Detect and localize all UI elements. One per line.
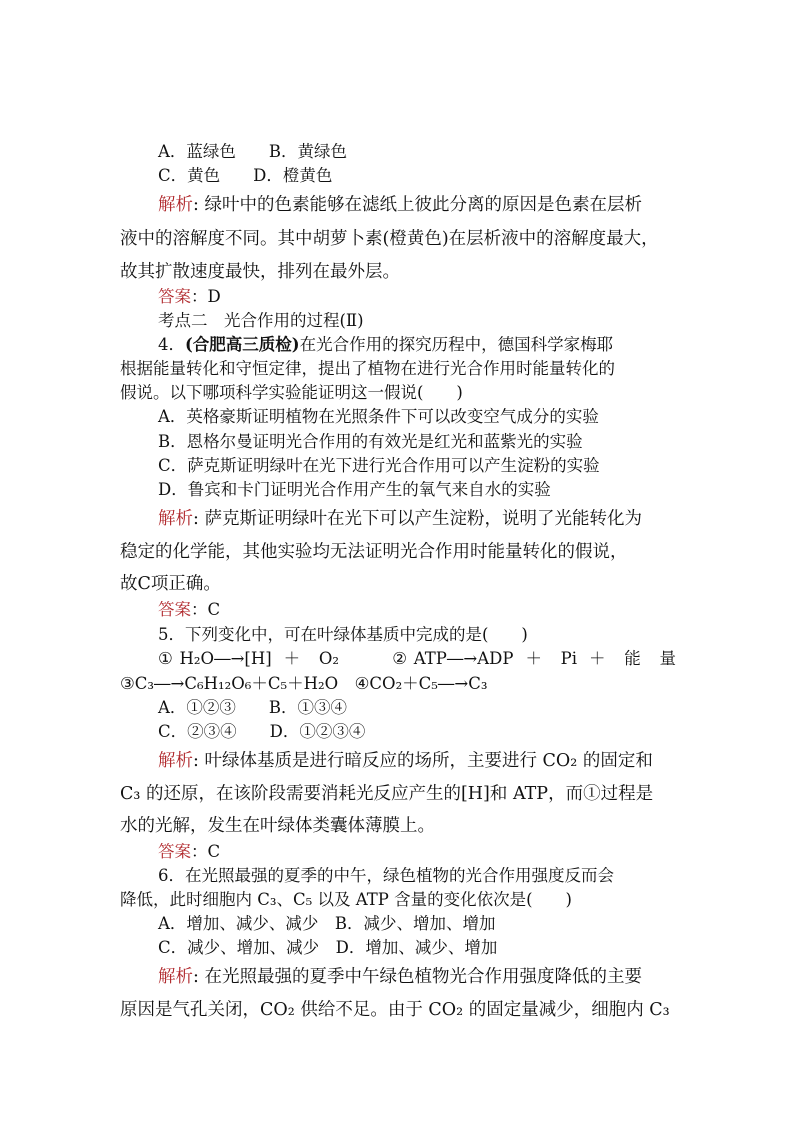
q3-analysis-line-3: 故其扩散速度最快，排列在最外层。 [120, 262, 400, 282]
q4-stem-line-3: 假说。以下哪项科学实验能证明这一假说( ) [120, 383, 463, 402]
q4-answer [158, 599, 220, 621]
q3-options-line-2: C．黄色 D．橙黄色 [158, 166, 333, 185]
answer-label: 答案 [158, 842, 191, 861]
analysis-text: : 叶绿体基质是进行暗反应的场所，主要进行 CO₂ 的固定和 [193, 751, 653, 771]
q3-answer [158, 286, 221, 308]
q4-option-a: A．英格豪斯证明植物在光照条件下可以改变空气成分的实验 [158, 407, 599, 426]
q5-options-line-2: C．②③④ D．①②③④ [158, 722, 366, 741]
answer-text: ：D [191, 287, 221, 306]
answer-label: 答案 [158, 287, 191, 306]
q6-analysis-line-1 [158, 966, 642, 988]
q5-analysis-line-1 [158, 750, 653, 772]
q4-stem-line-1 [158, 334, 613, 356]
answer-label: 答案 [158, 600, 191, 619]
answer-text: ：C [191, 600, 221, 619]
q3-analysis-line-1 [158, 194, 642, 216]
analysis-text: : 在光照最强的夏季中午绿色植物光合作用强度降低的主要 [193, 967, 642, 987]
analysis-label: 解析 [158, 751, 193, 771]
q4-number: 4． [158, 335, 185, 354]
q4-option-d: D．鲁宾和卡门证明光合作用产生的氧气来自水的实验 [158, 480, 551, 499]
q4-analysis-line-3: 故C项正确。 [120, 574, 221, 594]
analysis-text: : 萨克斯证明绿叶在光下可以产生淀粉，说明了光能转化为 [193, 509, 642, 529]
q4-stem-line-2: 根据能量转化和守恒定律，提出了植物在进行光合作用时能量转化的 [120, 359, 615, 378]
analysis-text: : 绿叶中的色素能够在滤纸上彼此分离的原因是色素在层析 [193, 195, 642, 215]
q6-options-line-2: C．减少、增加、减少 D．增加、减少、增加 [158, 938, 498, 957]
q5-analysis-line-3: 水的光解，发生在叶绿体类囊体薄膜上。 [120, 816, 435, 836]
q4-source: (合肥高三质检) [185, 335, 300, 354]
q4-stem-text: 在光合作用的探究历程中，德国科学家梅耶 [299, 335, 614, 354]
q6-stem-line-1: 6．在光照最强的夏季的中午，绿色植物的光合作用强度反而会 [158, 866, 614, 885]
q6-options-line-1: A．增加、减少、减少 B．减少、增加、增加 [158, 914, 496, 933]
analysis-label: 解析 [158, 195, 193, 215]
q6-analysis-line-2: 原因是气孔关闭，CO₂ 供给不足。由于 CO₂ 的固定量减少，细胞内 C₃ [120, 1000, 670, 1020]
analysis-label: 解析 [158, 509, 193, 529]
section-heading: 考点二 光合作用的过程(Ⅱ) [158, 311, 364, 330]
analysis-label: 解析 [158, 967, 193, 987]
q6-stem-line-2: 降低，此时细胞内 C₃、C₅ 以及 ATP 含量的变化依次是( ) [120, 890, 572, 909]
q5-analysis-line-2: C₃ 的还原，在该阶段需要消耗光反应产生的[H]和 ATP，而①过程是 [120, 784, 654, 804]
q4-option-b: B．恩格尔曼证明光合作用的有效光是红光和蓝紫光的实验 [158, 432, 583, 451]
q3-options-line-1: A．蓝绿色 B．黄绿色 [158, 142, 348, 161]
q5-answer [158, 841, 220, 863]
q5-items-line-2: ③C₃―→C₆H₁₂O₆＋C₅＋H₂O ④CO₂＋C₅―→C₃ [120, 674, 488, 693]
q5-items-line-1: ①H₂O―→[H] ＋ O₂ ②ATP―→ADP ＋ Pi ＋ 能 量 [158, 649, 676, 668]
q4-analysis-line-2: 稳定的化学能，其他实验均无法证明光合作用时能量转化的假说， [120, 542, 628, 562]
q4-option-c: C．萨克斯证明绿叶在光下进行光合作用可以产生淀粉的实验 [158, 456, 600, 475]
q5-stem: 5．下列变化中，可在叶绿体基质中完成的是( ) [158, 625, 528, 644]
q3-analysis-line-2: 液中的溶解度不同。其中胡萝卜素(橙黄色)在层析液中的溶解度最大， [120, 229, 659, 249]
q4-analysis-line-1 [158, 508, 642, 530]
answer-text: ：C [191, 842, 221, 861]
q5-options-line-1: A．①②③ B．①③④ [158, 698, 348, 717]
